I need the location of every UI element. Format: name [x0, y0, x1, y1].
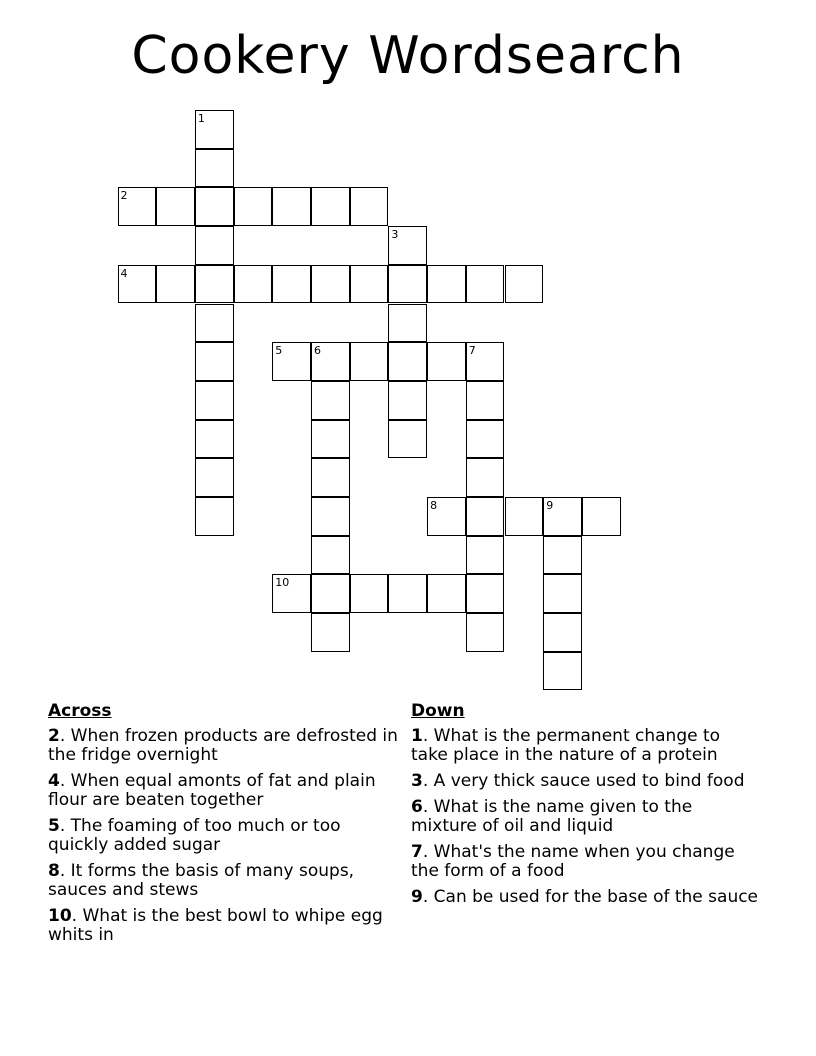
grid-cell[interactable]: [543, 613, 582, 652]
across-clue: 2. When frozen products are defrosted in the fridge overnight: [48, 726, 398, 765]
grid-cell[interactable]: [195, 149, 234, 188]
clue-number: 9: [546, 499, 554, 512]
clue-number: 5: [275, 344, 283, 358]
grid-cell[interactable]: [311, 381, 350, 420]
grid-cell[interactable]: [311, 458, 350, 497]
grid-cell[interactable]: [466, 265, 505, 304]
grid-cell[interactable]: [195, 265, 234, 304]
grid-cell[interactable]: [582, 497, 621, 536]
clue-number: 7: [468, 344, 476, 358]
grid-cell[interactable]: [505, 265, 544, 304]
clue-number: 3: [391, 228, 399, 242]
grid-cell[interactable]: [311, 574, 350, 613]
grid-cell[interactable]: [543, 536, 582, 575]
grid-cell[interactable]: [272, 187, 311, 226]
grid-cell[interactable]: [388, 420, 427, 459]
grid-cell[interactable]: [311, 265, 350, 304]
grid-cell[interactable]: [195, 381, 234, 420]
down-clue: 7. What's the name when you change the form of a food: [411, 842, 735, 881]
grid-cell[interactable]: [195, 342, 234, 381]
grid-cell[interactable]: [427, 265, 466, 304]
clue-number: 6: [314, 344, 321, 358]
down-clue: 3. A very thick sauce used to bind food: [411, 771, 745, 791]
clue-number: 1: [197, 112, 205, 125]
grid-cell[interactable]: [388, 381, 427, 420]
grid-cell[interactable]: [388, 342, 427, 381]
clue-number: 8: [430, 499, 438, 512]
grid-cell[interactable]: [272, 265, 311, 304]
down-clues: [411, 702, 761, 914]
grid-cell[interactable]: [311, 536, 350, 575]
grid-cell[interactable]: [350, 342, 389, 381]
grid-cell[interactable]: [156, 187, 195, 226]
across-clue: 5. The foaming of too much or too quickly added sugar: [48, 816, 341, 855]
across-clue: 8. It forms the basis of many soups, sauces and stews: [48, 861, 355, 900]
across-clue: 10. What is the best bowl to whipe egg whits in: [48, 906, 383, 945]
grid-cell[interactable]: [350, 265, 389, 304]
grid-cell[interactable]: [195, 226, 234, 265]
down-heading: Down: [411, 701, 465, 721]
grid-cell[interactable]: [195, 458, 234, 497]
grid-cell[interactable]: [388, 574, 427, 613]
grid-cell[interactable]: [505, 497, 544, 536]
grid-cell[interactable]: [195, 420, 234, 459]
grid-cell[interactable]: [388, 304, 427, 343]
grid-cell[interactable]: [350, 187, 389, 226]
grid-cell[interactable]: [466, 574, 505, 613]
grid-cell[interactable]: [195, 187, 234, 226]
grid-cell[interactable]: [543, 574, 582, 613]
grid-cell[interactable]: [350, 574, 389, 613]
grid-cell[interactable]: [543, 652, 582, 691]
down-clue: 6. What is the name given to the mixture of oil and liquid: [411, 797, 693, 836]
grid-cell[interactable]: [427, 574, 466, 613]
grid-cell[interactable]: [466, 536, 505, 575]
down-clue: 9. Can be used for the base of the sauce: [411, 887, 759, 907]
grid-cell[interactable]: [466, 458, 505, 497]
across-heading: Across: [48, 701, 112, 721]
grid-cell[interactable]: [466, 381, 505, 420]
grid-cell[interactable]: [427, 342, 466, 381]
grid-cell[interactable]: [466, 420, 505, 459]
clue-number: 4: [120, 266, 128, 280]
clue-number: 10: [275, 576, 290, 590]
page-title: Cookery Wordsearch: [131, 26, 685, 86]
across-clue: 4. When equal amonts of fat and plain flour are beaten together: [48, 771, 376, 810]
grid-cell[interactable]: [466, 613, 505, 652]
grid-cell[interactable]: [311, 420, 350, 459]
grid-cell[interactable]: [195, 497, 234, 536]
clue-number: 2: [120, 189, 128, 203]
grid-cell[interactable]: [156, 265, 195, 304]
grid-cell[interactable]: [388, 265, 427, 304]
grid-cell[interactable]: [466, 497, 505, 536]
grid-cell[interactable]: [195, 304, 234, 343]
grid-cell[interactable]: [311, 187, 350, 226]
grid-cell[interactable]: [311, 497, 350, 536]
grid-cell[interactable]: [311, 613, 350, 652]
down-clue: 1. What is the permanent change to take place in the nature of a protein: [411, 726, 721, 765]
grid-cell[interactable]: [234, 265, 273, 304]
across-clues: [48, 702, 398, 952]
grid-cell[interactable]: [234, 187, 273, 226]
